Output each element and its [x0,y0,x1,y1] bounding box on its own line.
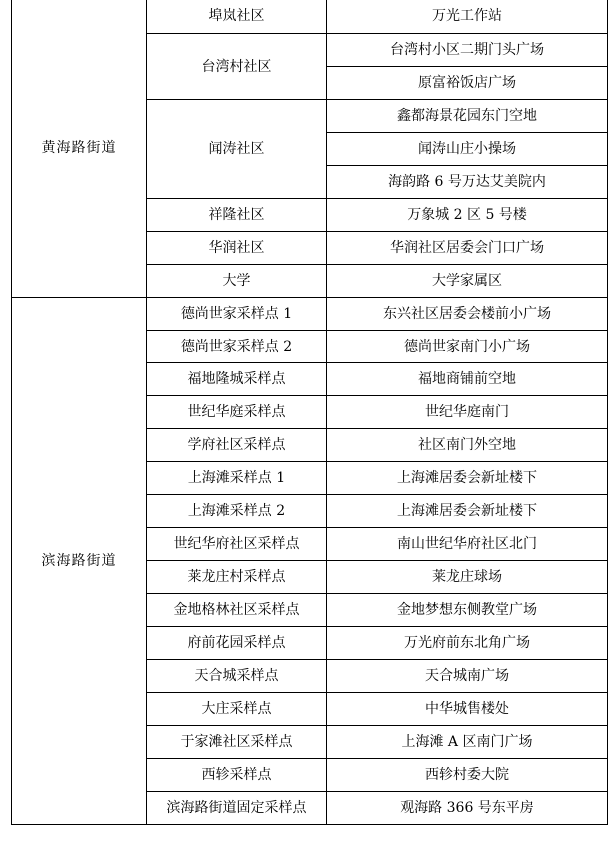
site-cell: 华润社区居委会门口广场 [327,232,608,265]
site-cell: 上海滩居委会新址楼下 [327,495,608,528]
community-cell: 闻涛社区 [147,100,327,199]
site-cell: 万象城 2 区 5 号楼 [327,199,608,232]
community-cell: 德尚世家采样点 1 [147,298,327,331]
community-cell: 天合城采样点 [147,660,327,693]
site-cell: 德尚世家南门小广场 [327,331,608,363]
site-cell: 社区南门外空地 [327,429,608,462]
community-cell: 华润社区 [147,232,327,265]
site-cell: 南山世纪华府社区北门 [327,528,608,561]
community-cell: 于家滩社区采样点 [147,726,327,759]
community-cell: 上海滩采样点 2 [147,495,327,528]
community-cell: 大学 [147,265,327,298]
community-cell: 府前花园采样点 [147,627,327,660]
community-cell: 上海滩采样点 1 [147,462,327,495]
community-cell: 大庄采样点 [147,693,327,726]
community-cell: 世纪华庭采样点 [147,396,327,429]
street-cell: 黄海路街道 [12,0,147,298]
site-cell: 上海滩 A 区南门广场 [327,726,608,759]
community-cell: 西轸采样点 [147,759,327,792]
sampling-sites-table [11,0,608,825]
community-cell: 金地格林社区采样点 [147,594,327,627]
community-cell: 德尚世家采样点 2 [147,331,327,363]
community-cell: 埠岚社区 [147,0,327,34]
street-cell: 滨海路街道 [12,298,147,825]
table-row [12,0,608,34]
community-cell: 学府社区采样点 [147,429,327,462]
site-cell: 西轸村委大院 [327,759,608,792]
site-cell: 莱龙庄球场 [327,561,608,594]
site-cell: 世纪华庭南门 [327,396,608,429]
site-cell: 海韵路 6 号万达艾美院内 [327,166,608,199]
community-cell: 滨海路街道固定采样点 [147,792,327,825]
site-cell: 东兴社区居委会楼前小广场 [327,298,608,331]
community-cell: 世纪华府社区采样点 [147,528,327,561]
site-cell: 福地商铺前空地 [327,363,608,396]
site-cell: 中华城售楼处 [327,693,608,726]
site-cell: 闻涛山庄小操场 [327,133,608,166]
community-cell: 莱龙庄村采样点 [147,561,327,594]
site-cell: 台湾村小区二期门头广场 [327,34,608,67]
site-cell: 鑫都海景花园东门空地 [327,100,608,133]
site-cell: 大学家属区 [327,265,608,298]
site-cell: 金地梦想东侧教堂广场 [327,594,608,627]
community-cell: 台湾村社区 [147,34,327,100]
site-cell: 万光工作站 [327,0,608,34]
site-cell: 天合城南广场 [327,660,608,693]
table-body [12,0,608,825]
site-cell: 观海路 366 号东平房 [327,792,608,825]
site-cell: 万光府前东北角广场 [327,627,608,660]
community-cell: 福地隆城采样点 [147,363,327,396]
site-cell: 上海滩居委会新址楼下 [327,462,608,495]
community-cell: 祥隆社区 [147,199,327,232]
site-cell: 原富裕饭店广场 [327,67,608,100]
table-row [12,298,608,331]
